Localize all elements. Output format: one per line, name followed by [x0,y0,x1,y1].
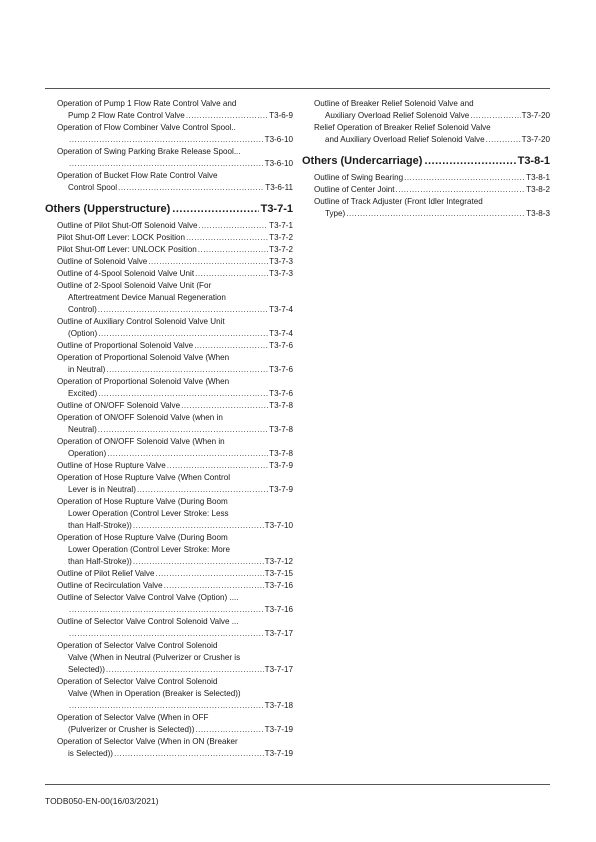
leader-dots [137,484,268,496]
toc-page-number: T3-6-11 [265,183,293,192]
toc-entry[interactable] [57,532,293,568]
leader-dots [195,724,263,736]
toc-entry-text: Operation of ON/OFF Solenoid Valve (When in [57,437,225,446]
section-page: T3-8-1 [517,155,550,167]
toc-page-number: T3-7-2 [269,233,293,242]
toc-entry[interactable] [57,736,293,760]
toc-page-number: T3-6-9 [269,111,293,120]
toc-page-number: T3-7-3 [269,269,293,278]
toc-page-number: T3-7-6 [269,365,293,374]
toc-entry-text: than Half-Stroke)) [68,557,132,566]
leader-dots [133,520,264,532]
toc-page-number: T3-8-1 [526,173,550,182]
toc-entry[interactable] [57,376,293,400]
toc-entry[interactable] [57,496,293,532]
leader-dots [69,158,264,170]
toc-page-number: T3-7-19 [264,725,293,734]
toc-entry[interactable] [57,232,293,244]
toc-entry-text: Pump 2 Flow Rate Control Valve [68,111,185,120]
toc-entry-text: Operation of Proportional Solenoid Valve (When [57,353,230,362]
leader-dots [69,604,264,616]
leader-dots [186,110,268,122]
leader-dots [106,664,264,676]
leader-dots [470,110,520,122]
toc-entry-text: Valve (When in Operation (Breaker is Selected)) [68,689,241,698]
leader-dots [186,232,268,244]
leader-dots [114,748,264,760]
toc-page-number: T3-7-6 [269,341,293,350]
toc-page-number: T3-7-17 [264,665,293,674]
leader-dots [133,556,264,568]
toc-entry[interactable] [57,640,293,676]
section-title: Others (Undercarriage) [302,155,423,167]
toc-entry[interactable] [57,592,293,616]
toc-page-number: T3-7-18 [264,701,293,710]
section-title: Others (Upperstructure) [45,203,171,215]
toc-page-number: T3-7-20 [521,111,550,120]
toc-entry[interactable] [57,316,293,340]
toc-page-number: T3-7-17 [264,629,293,638]
toc-entry-text: Outline of Hose Rupture Valve [57,461,166,470]
toc-entry-text: Auxiliary Overload Relief Solenoid Valve [325,111,470,120]
toc-entry-text: Outline of Breaker Relief Solenoid Valve and [314,99,474,108]
toc-page-number: T3-7-3 [269,257,293,266]
toc-page-number: T3-7-16 [264,581,293,590]
toc-entry-text: Lower Operation (Control Lever Stroke: More [68,545,230,554]
toc-entry-text: Outline of Pilot Relief Valve [57,569,155,578]
toc-entry-text: Operation of Hose Rupture Valve (When Control [57,473,231,482]
toc-entry-text: and Auxiliary Overload Relief Solenoid Valve [325,135,485,144]
header-rule [45,88,550,89]
leader-dots [155,568,263,580]
toc-page-number: T3-7-8 [269,449,293,458]
toc-entry-text: Selected)) [68,665,105,674]
toc-entry-text: Operation of Flow Combiner Valve Control Spool.. [57,123,236,132]
leader-dots [199,220,269,232]
toc-entry-text: Type) [325,209,346,218]
toc-entry-text: is Selected)) [68,749,113,758]
toc-entry-text: Operation of Selector Valve Control Solenoid [57,641,218,650]
leader-dots [346,208,525,220]
toc-group-right [302,172,550,220]
leader-dots [98,328,268,340]
toc-entry-text: Lower Operation (Control Lever Stroke: Less [68,509,229,518]
toc-page-number: T3-6-10 [264,159,293,168]
leader-dots [396,184,526,196]
toc-page-number: T3-7-19 [264,749,293,758]
section-page: T3-7-1 [260,203,293,215]
leader-dots [195,268,268,280]
toc-entry-text: Pilot Shut-Off Lever: UNLOCK Position [57,245,197,254]
leader-dots [98,388,268,400]
leader-dots [69,628,264,640]
toc-entry-text: (Pulverizer or Crusher is Selected)) [68,725,195,734]
toc-page-number: T3-7-6 [269,389,293,398]
toc-page-number: T3-7-2 [269,245,293,254]
toc-entry[interactable] [57,676,293,712]
toc-entry[interactable] [314,98,550,122]
toc-entry-text: Outline of Swing Bearing [314,173,404,182]
toc-entry[interactable] [57,340,293,352]
toc-entry-text: Control Spool [68,183,118,192]
toc-entry[interactable] [314,196,550,220]
toc-page-number: T3-7-15 [264,569,293,578]
toc-entry-text: Operation of Pump 1 Flow Rate Control Valve and [57,99,237,108]
toc-page-number: T3-7-12 [264,557,293,566]
toc-entry[interactable] [314,172,550,184]
toc-page-number: T3-7-4 [269,329,293,338]
toc-entry-text: Lever is in Neutral) [68,485,136,494]
toc-page-number: T3-7-8 [269,425,293,434]
leader-dots [107,448,268,460]
leader-dots [98,304,268,316]
toc-entry-text: Outline of ON/OFF Solenoid Valve [57,401,181,410]
toc-entry-text: Pilot Shut-Off Lever: LOCK Position [57,233,186,242]
toc-entry-text: in Neutral) [68,365,106,374]
toc-entry-text: than Half-Stroke)) [68,521,132,530]
toc-entry[interactable] [57,352,293,376]
toc-entry-text: Operation of ON/OFF Solenoid Valve (when in [57,413,223,422]
toc-entry-text: Operation) [68,449,107,458]
toc-entry-text: Outline of Center Joint [314,185,395,194]
toc-entry[interactable] [57,122,293,146]
leader-dots [404,172,525,184]
toc-entry-text: Outline of Solenoid Valve [57,257,148,266]
toc-entry-text: Neutral) [68,425,97,434]
toc-entry-text: Outline of Auxiliary Control Solenoid Valve Unit [57,317,225,326]
toc-page-number: T3-7-16 [264,605,293,614]
toc-entry-text: Operation of Selector Valve Control Solenoid [57,677,218,686]
document-code: TODB050-EN-00(16/03/2021) [45,796,159,806]
toc-entry-text: Control) [68,305,97,314]
leader-dots [198,244,268,256]
toc-entry-text: Valve (When in Neutral (Pulverizer or Crusher is [68,653,241,662]
leader-dots [69,134,264,146]
toc-group-left [45,220,293,760]
leader-dots [167,460,268,472]
toc-page-number: T3-8-3 [526,209,550,218]
toc-entry-text: Outline of Recirculation Valve [57,581,163,590]
toc-entry[interactable] [57,400,293,412]
toc-entry-text: Relief Operation of Breaker Relief Solenoid Valve [314,123,491,132]
toc-entry-text: Outline of Selector Valve Control Solenoid Valve ... [57,617,239,626]
leader-dots [194,340,268,352]
toc-entry[interactable] [57,616,293,640]
toc-page-number: T3-7-9 [269,461,293,470]
toc-entry-text: Operation of Bucket Flow Rate Control Valve [57,171,218,180]
toc-group-left-top [45,98,293,194]
leader-dots [486,134,521,146]
toc-entry[interactable] [57,170,293,194]
toc-entry-text: Excited) [68,389,98,398]
toc-entry[interactable] [57,268,293,280]
toc-entry-text: Operation of Hose Rupture Valve (During Boom [57,497,228,506]
leader-dots [118,182,264,194]
toc-entry-text: Operation of Swing Parking Brake Release Spool... [57,147,241,156]
toc-entry[interactable] [57,460,293,472]
toc-entry[interactable] [57,256,293,268]
toc-entry-text: Operation of Proportional Solenoid Valve (When [57,377,230,386]
toc-page-number: T3-8-2 [526,185,550,194]
leader-dots [424,154,515,168]
leader-dots [172,202,258,216]
toc-entry-text: Operation of Selector Valve (When in OFF [57,713,209,722]
toc-entry-text: Outline of Pilot Shut-Off Solenoid Valve [57,221,198,230]
toc-entry[interactable] [57,568,293,580]
leader-dots [148,256,268,268]
toc-entry-text: Aftertreatment Device Manual Regeneration [68,293,226,302]
toc-entry-text: Operation of Hose Rupture Valve (During Boom [57,533,228,542]
leader-dots [164,580,264,592]
toc-page-number: T3-7-8 [269,401,293,410]
toc-section-heading[interactable] [302,154,550,168]
toc-entry[interactable] [57,220,293,232]
toc-page-number: T3-7-9 [269,485,293,494]
toc-entry[interactable] [57,244,293,256]
leader-dots [181,400,268,412]
toc-entry[interactable] [57,580,293,592]
toc-page-number: T3-7-1 [269,221,293,230]
toc-entry-text: Outline of Selector Valve Control Valve (Option) .... [57,593,239,602]
footer-rule [45,784,550,785]
toc-entry[interactable] [57,712,293,736]
toc-column-right [302,98,550,220]
toc-page-number: T3-7-20 [521,135,550,144]
toc-entry[interactable] [314,122,550,146]
toc-entry[interactable] [57,436,293,460]
toc-page-number: T3-7-4 [269,305,293,314]
toc-entry[interactable] [57,472,293,496]
toc-entry-text: Outline of Track Adjuster (Front Idler Integrated [314,197,483,206]
toc-entry-text: Outline of 4-Spool Solenoid Valve Unit [57,269,195,278]
toc-entry[interactable] [57,146,293,170]
toc-group-right-top [302,98,550,146]
toc-entry[interactable] [314,184,550,196]
toc-entry[interactable] [57,412,293,436]
toc-page-number: T3-6-10 [264,135,293,144]
leader-dots [69,700,264,712]
toc-entry[interactable] [57,280,293,316]
leader-dots [106,364,268,376]
leader-dots [98,424,268,436]
toc-section-heading[interactable] [45,202,293,216]
toc-entry-text: Outline of Proportional Solenoid Valve [57,341,194,350]
toc-column-left [45,98,293,760]
toc-entry-text: Operation of Selector Valve (When in ON (Breaker [57,737,238,746]
toc-entry-text: (Option) [68,329,98,338]
toc-page-number: T3-7-10 [264,521,293,530]
toc-entry-text: Outline of 2-Spool Solenoid Valve Unit (For [57,281,212,290]
toc-entry[interactable] [57,98,293,122]
